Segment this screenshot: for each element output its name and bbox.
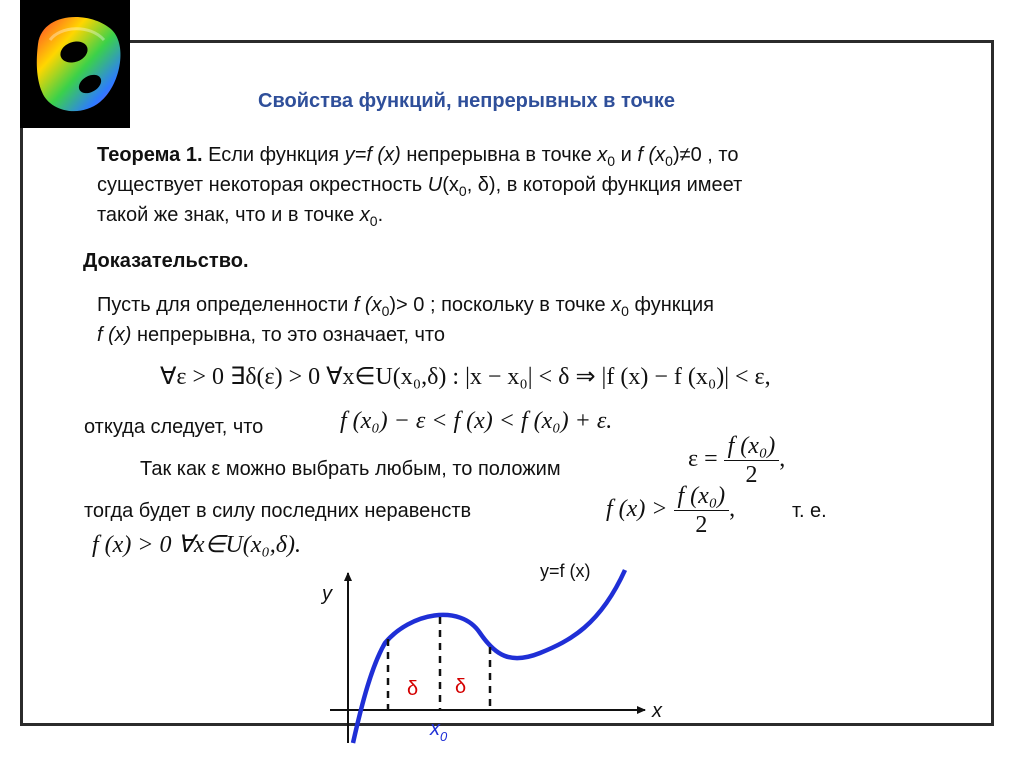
text: 0 [440, 729, 448, 744]
theorem-line-2 [97, 172, 742, 204]
text: x [430, 718, 440, 740]
text: )> 0 ; поскольку в точке [389, 294, 612, 316]
proof-line-2 [97, 322, 445, 348]
slide-title: Свойства функций, непрерывных в точке [258, 90, 675, 112]
y-axis-label: y [322, 583, 332, 605]
theorem-line-3 [97, 202, 383, 234]
text: x [359, 204, 370, 226]
text: . [377, 204, 384, 226]
numerator: f (x₀) [724, 432, 780, 461]
formula-f-gt [606, 482, 735, 539]
text: y=f (x) [344, 144, 401, 166]
text: непрерывна, то это означает, что [131, 324, 445, 346]
curve-label: y=f (x) [540, 561, 591, 581]
delta-right-label: δ [455, 676, 467, 698]
text: 0 [369, 213, 378, 229]
text: ε = [688, 446, 718, 473]
text: и [615, 144, 638, 166]
text: x [597, 144, 608, 166]
text: 0 [458, 183, 467, 199]
delta-left-label: δ [407, 678, 419, 700]
proof-line-4: Так как ε можно выбрать любым, то положим [140, 458, 561, 480]
text: такой же знак, что и в точке [97, 204, 360, 226]
text: непрерывна в точке [400, 144, 598, 166]
x0-label [429, 718, 448, 744]
fraction [674, 482, 730, 539]
proof-line-1 [97, 292, 714, 324]
theorem-line-1 [97, 142, 738, 174]
function-graph [300, 555, 700, 755]
text: , [729, 496, 736, 523]
text: существует некоторая окрестность [97, 174, 428, 196]
function-curve [353, 570, 625, 743]
text: 0 [607, 153, 616, 169]
formula-continuity: ∀ε > 0 ∃δ(ε) > 0 ∀x∈U(x₀,δ) : |x − x₀| < δ ⇒ |f (x) − f (x₀)| < ε, [160, 364, 771, 390]
numerator: f (x₀) [674, 482, 730, 511]
theorem-label: Теорема 1. [97, 144, 203, 166]
proof-line-5: тогда будет в силу последних неравенств [84, 500, 472, 522]
denominator: 2 [695, 512, 708, 538]
proof-heading: Доказательство. [83, 250, 249, 272]
torus-logo-icon [20, 0, 130, 128]
text: U [427, 174, 443, 196]
proof-line-5-end: т. е. [792, 500, 827, 522]
text: Пусть для определенности [97, 294, 354, 316]
text: Если функция [202, 144, 345, 166]
text: 0 [381, 303, 390, 319]
text: (x [442, 174, 459, 196]
logo-image [20, 0, 130, 128]
text: , δ), в которой функция имеет [466, 174, 743, 196]
text: x [611, 294, 622, 316]
denominator: 2 [745, 462, 758, 488]
text: , [779, 446, 786, 473]
text: f (x) [97, 324, 132, 346]
text: f (x [637, 144, 666, 166]
formula-bounds: f (x₀) − ε < f (x) < f (x₀) + ε. [340, 408, 613, 434]
text: 0 [621, 303, 629, 319]
text: функция [628, 294, 715, 316]
x-axis-label: x [652, 700, 662, 722]
proof-line-3: откуда следует, что [84, 416, 264, 438]
text: f (x) > [606, 496, 668, 523]
text: f (x [353, 294, 382, 316]
text: )≠0 , то [672, 144, 739, 166]
fraction [724, 432, 780, 489]
text: 0 [665, 153, 673, 169]
formula-positive: f (x) > 0 ∀x∈U(x₀,δ). [92, 532, 301, 558]
formula-epsilon [688, 432, 785, 489]
